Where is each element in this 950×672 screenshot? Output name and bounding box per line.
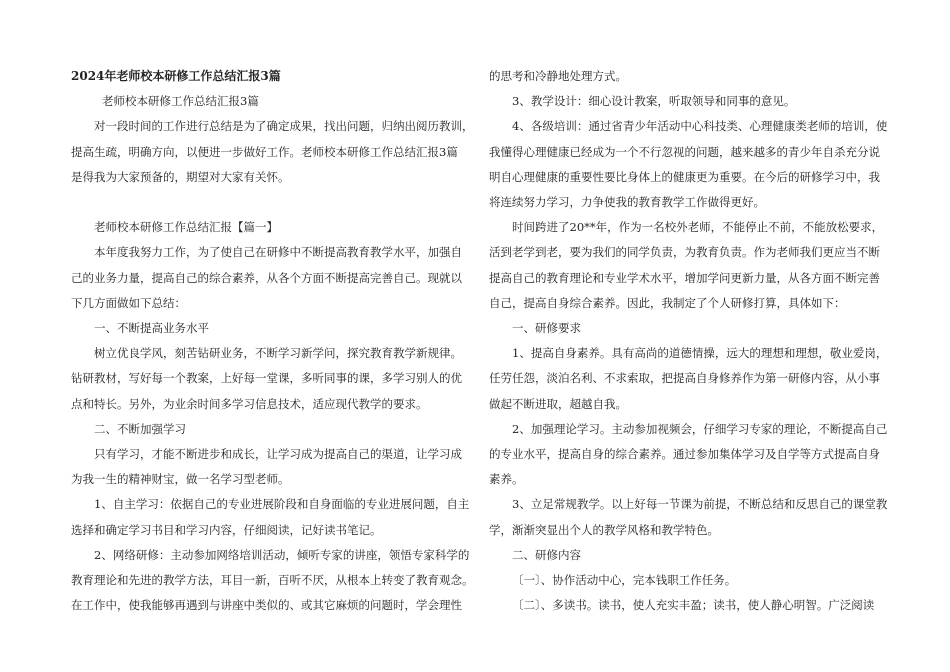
paragraph-line: 下几方面做如下总结：: [71, 295, 186, 310]
section-heading: 一、不断提高业务水平: [94, 321, 209, 336]
paragraph-line: 教育理论和先进的教学方法，耳目一新，百听不厌，从根本上转变了教育观念。: [71, 573, 474, 588]
paragraph-line: 己的业务力量，提高自己的综合素养，从各个方面不断提高完善自己。现就以: [71, 270, 462, 285]
paragraph-line: 明自心理健康的重要性要比身体上的健康更为重要。在今后的研修学习中，我: [489, 169, 880, 184]
paragraph-line: 活到老学到老，要为我们的同学负责，为教育负责。作为老师我们更应当不断: [489, 245, 880, 260]
paragraph-line: 素养。: [489, 472, 524, 487]
paragraph-line: 将连续努力学习，力争使我的教育教学工作做得更好。: [489, 195, 765, 210]
paragraph-line: 〔二〕、多读书。读书，使人充实丰盈；读书，使人静心明智。广泛阅读: [512, 598, 875, 613]
left-column: [71, 64, 474, 618]
paragraph-line: 学，渐渐突显出个人的教学风格和教学特色。: [489, 522, 719, 537]
paragraph-line: 自己，提高自身综合素养。因此，我制定了个人研修打算，具体如下：: [489, 295, 846, 310]
paragraph-line: 1、自主学习：依据自己的专业进展阶段和自身面临的专业进展问题，自主: [94, 497, 470, 512]
section-heading: 二、研修内容: [512, 547, 581, 562]
paragraph-line: 时间跨进了20**年，作为一名校外老师，不能停止不前，不能放松要求，: [512, 220, 884, 235]
paragraph-line: 为我一生的精神财宝，做一名学习型老师。: [71, 472, 290, 487]
paragraph-line: 2、加强理论学习。主动参加视频会，仔细学习专家的理论，不断提高自己: [512, 421, 888, 436]
paragraph-line: 的专业水平，提高自身的综合素养。通过参加集体学习及自学等方式提高自身: [489, 447, 880, 462]
intro-line: 提高生疏，明确方向，以便进一步做好工作。老师校本研修工作总结汇报3篇: [71, 144, 458, 159]
paragraph-line: 在工作中，使我能够再遇到与讲座中类似的、或其它麻烦的问题时，学会理性: [71, 598, 462, 613]
intro-line: 对一段时间的工作进行总结是为了确定成果，找出问题，归纳出阅历教训，: [94, 119, 474, 134]
part1-title: 老师校本研修工作总结汇报【篇一】: [94, 220, 278, 235]
intro-line: 是得我为大家预备的，期望对大家有关怀。: [71, 169, 290, 184]
document-title: 2024年老师校本研修工作总结汇报3篇: [71, 69, 281, 83]
paragraph-line: 2、网络研修：主动参加网络培训活动，倾听专家的讲座，领悟专家科学的: [94, 547, 470, 562]
paragraph-line: 点和特长。另外，为业余时间多学习信息技术，适应现代教学的要求。: [71, 396, 428, 411]
paragraph-line: 3、立足常规教学。以上好每一节课为前提，不断总结和反思自己的课堂教: [512, 497, 888, 512]
document-subtitle: 老师校本研修工作总结汇报3篇: [102, 94, 259, 109]
paragraph-line: 〔一〕、协作活动中心，完本钱职工作任务。: [512, 573, 737, 588]
paragraph-line: 1、提高自身素养。具有高尚的道德情操，远大的理想和理想，敬业爱岗，: [512, 346, 888, 361]
paragraph-line: 选择和确定学习书目和学习内容，仔细阅读，记好读书笔记。: [71, 522, 382, 537]
section-heading: 二、不断加强学习: [94, 421, 186, 436]
paragraph-line: 4、各级培训：通过省青少年活动中心科技类、心理健康类老师的培训，使: [512, 119, 888, 134]
paragraph-line: 我懂得心理健康已经成为一个不行忽视的问题，越来越多的青少年自杀充分说: [489, 144, 880, 159]
section-heading: 一、研修要求: [512, 321, 581, 336]
paragraph-line: 的思考和冷静地处理方式。: [489, 69, 627, 83]
paragraph-line: 本年度我努力工作，为了使自己在研修中不断提高教育教学水平，加强自: [94, 245, 462, 260]
paragraph-line: 只有学习，才能不断进步和成长，让学习成为提高自己的渠道，让学习成: [94, 447, 462, 462]
paragraph-line: 3、教学设计：细心设计教案，听取领导和同事的意见。: [512, 94, 796, 109]
blank-line: [71, 190, 461, 215]
right-column: [489, 64, 888, 618]
paragraph-line: 任劳任怨，淡泊名利、不求索取，把提高自身修养作为第一研修内容，从小事: [489, 371, 880, 386]
paragraph-line: 提高自己的教育理论和专业学术水平，增加学问更新力量，从各方面不断完善: [489, 270, 880, 285]
paragraph-line: 钻研教材，写好每一个教案，上好每一堂课，多听同事的课，多学习别人的优: [71, 371, 462, 386]
paragraph-line: 做起不断进取，超越自我。: [489, 396, 627, 411]
paragraph-line: 树立优良学风，刻苦钻研业务，不断学习新学问，探究教育教学新规律。: [94, 346, 462, 361]
